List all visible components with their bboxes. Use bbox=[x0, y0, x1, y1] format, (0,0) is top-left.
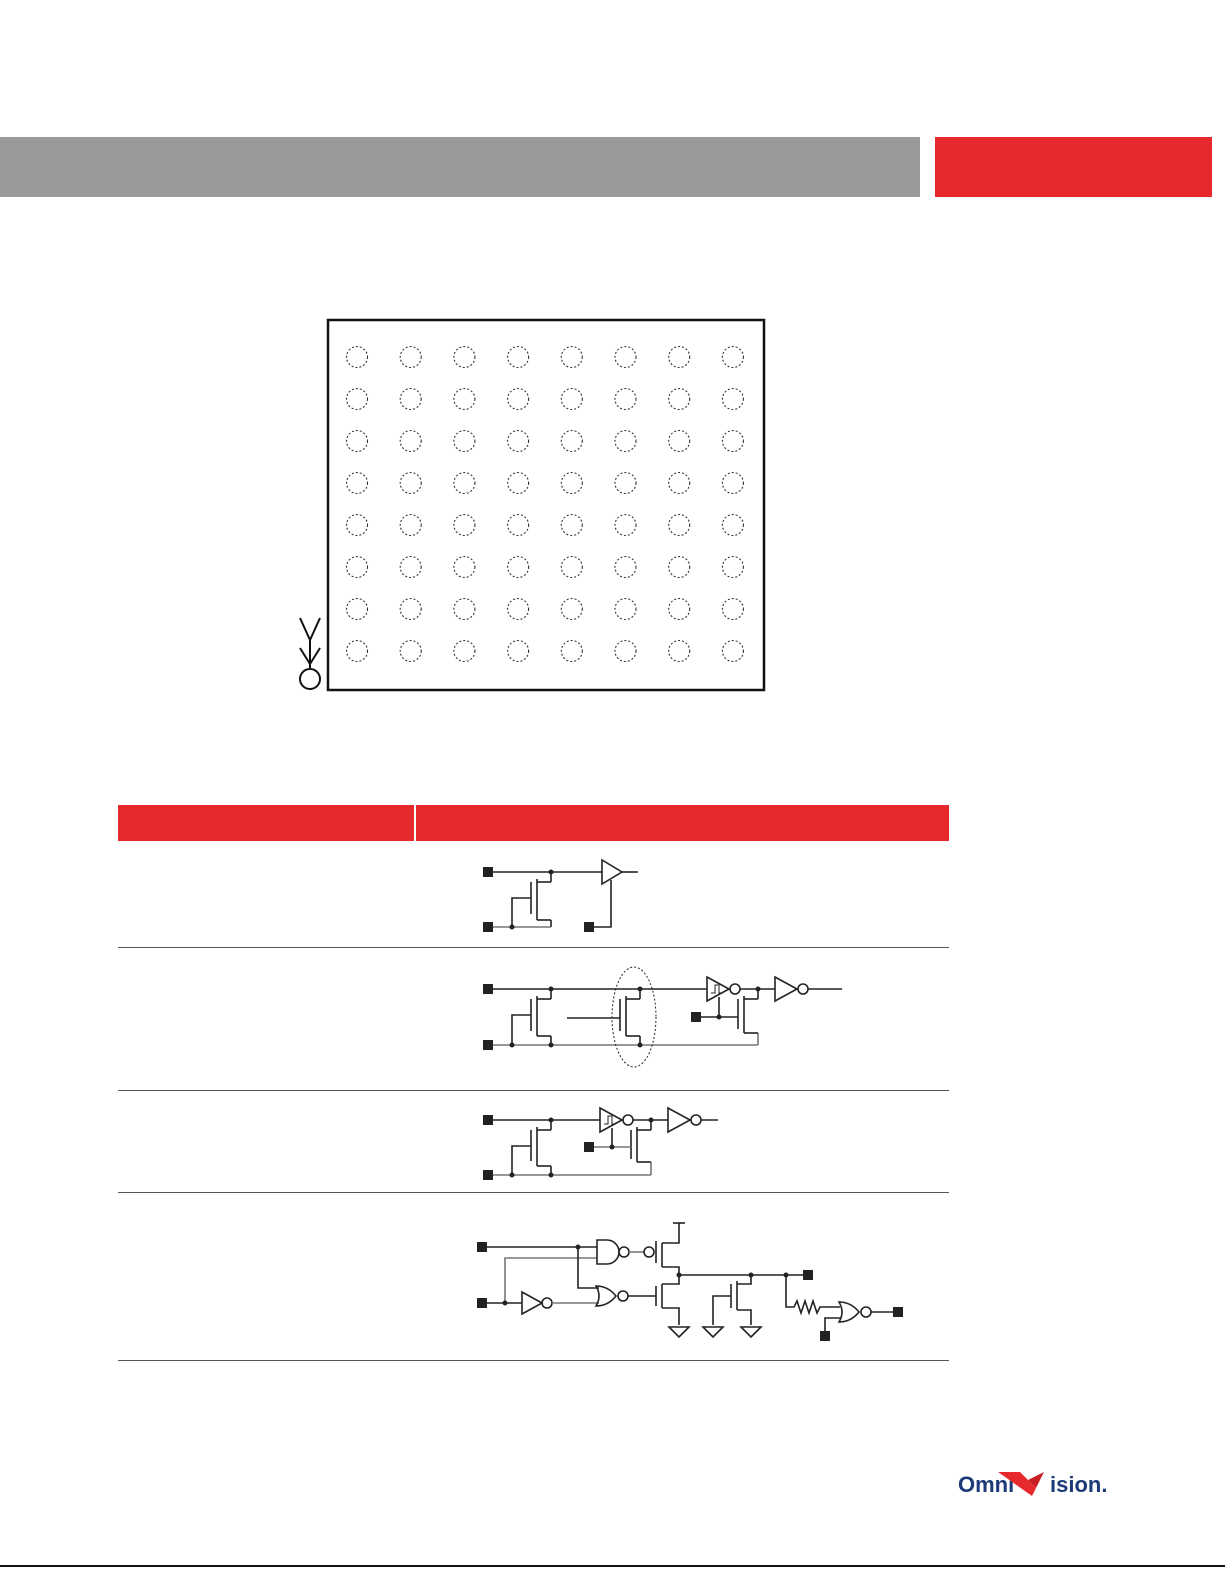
solder-ball bbox=[561, 557, 582, 578]
ball-grid bbox=[347, 347, 744, 662]
solder-ball bbox=[561, 389, 582, 410]
header-gray-bar bbox=[0, 137, 920, 197]
solder-ball bbox=[615, 473, 636, 494]
solder-ball bbox=[561, 473, 582, 494]
solder-ball bbox=[454, 389, 475, 410]
solder-ball bbox=[669, 641, 690, 662]
omnivision-logo bbox=[958, 1466, 1123, 1498]
solder-ball bbox=[722, 599, 743, 620]
footer-divider bbox=[0, 1565, 1225, 1567]
solder-ball bbox=[669, 599, 690, 620]
solder-ball bbox=[508, 431, 529, 452]
table-header-col-2 bbox=[416, 805, 949, 841]
solder-ball bbox=[454, 515, 475, 536]
solder-ball bbox=[400, 515, 421, 536]
solder-ball bbox=[347, 515, 368, 536]
table-row bbox=[118, 1091, 949, 1193]
table-header-col-1 bbox=[118, 805, 414, 841]
solder-ball bbox=[347, 557, 368, 578]
solder-ball bbox=[508, 599, 529, 620]
solder-ball bbox=[508, 347, 529, 368]
io-cell-buffer-schematic bbox=[118, 841, 949, 947]
solder-ball bbox=[669, 389, 690, 410]
solder-ball bbox=[400, 641, 421, 662]
solder-ball bbox=[561, 641, 582, 662]
io-cell-schmitt-schematic bbox=[118, 1091, 949, 1192]
io-cell-schmitt-esd-schematic bbox=[118, 948, 949, 1090]
solder-ball bbox=[561, 347, 582, 368]
solder-ball bbox=[669, 557, 690, 578]
pin1-marker-icon bbox=[300, 618, 320, 689]
logo-text-right: ision. bbox=[1050, 1472, 1108, 1497]
solder-ball bbox=[561, 599, 582, 620]
solder-ball bbox=[454, 431, 475, 452]
table-row bbox=[118, 948, 949, 1091]
solder-ball bbox=[454, 347, 475, 368]
solder-ball bbox=[615, 431, 636, 452]
io-circuit-table bbox=[118, 805, 949, 1361]
solder-ball bbox=[561, 515, 582, 536]
solder-ball bbox=[722, 515, 743, 536]
table-header bbox=[118, 805, 949, 841]
solder-ball bbox=[400, 431, 421, 452]
solder-ball bbox=[400, 347, 421, 368]
solder-ball bbox=[508, 515, 529, 536]
solder-ball bbox=[669, 347, 690, 368]
solder-ball bbox=[508, 389, 529, 410]
solder-ball bbox=[722, 431, 743, 452]
logo-text-left: Omni bbox=[958, 1472, 1015, 1497]
solder-ball bbox=[669, 431, 690, 452]
solder-ball bbox=[347, 473, 368, 494]
solder-ball bbox=[454, 641, 475, 662]
solder-ball bbox=[722, 389, 743, 410]
solder-ball bbox=[615, 389, 636, 410]
package-ball-grid-diagram bbox=[290, 310, 780, 710]
solder-ball bbox=[561, 431, 582, 452]
package-outline bbox=[328, 320, 764, 690]
solder-ball bbox=[669, 473, 690, 494]
solder-ball bbox=[615, 641, 636, 662]
solder-ball bbox=[454, 599, 475, 620]
solder-ball bbox=[454, 557, 475, 578]
solder-ball bbox=[615, 347, 636, 368]
solder-ball bbox=[400, 389, 421, 410]
solder-ball bbox=[508, 557, 529, 578]
solder-ball bbox=[722, 557, 743, 578]
solder-ball bbox=[347, 431, 368, 452]
table-row bbox=[118, 841, 949, 948]
solder-ball bbox=[347, 599, 368, 620]
solder-ball bbox=[722, 641, 743, 662]
solder-ball bbox=[722, 473, 743, 494]
solder-ball bbox=[508, 641, 529, 662]
solder-ball bbox=[615, 515, 636, 536]
solder-ball bbox=[347, 389, 368, 410]
solder-ball bbox=[347, 347, 368, 368]
solder-ball bbox=[400, 473, 421, 494]
header-red-bar bbox=[935, 137, 1212, 197]
solder-ball bbox=[669, 515, 690, 536]
output-driver-schematic bbox=[118, 1193, 949, 1360]
solder-ball bbox=[347, 641, 368, 662]
solder-ball bbox=[722, 347, 743, 368]
esd-highlight-ellipse bbox=[612, 967, 656, 1067]
solder-ball bbox=[615, 599, 636, 620]
solder-ball bbox=[400, 557, 421, 578]
solder-ball bbox=[400, 599, 421, 620]
table-row bbox=[118, 1193, 949, 1361]
solder-ball bbox=[508, 473, 529, 494]
solder-ball bbox=[454, 473, 475, 494]
solder-ball bbox=[615, 557, 636, 578]
